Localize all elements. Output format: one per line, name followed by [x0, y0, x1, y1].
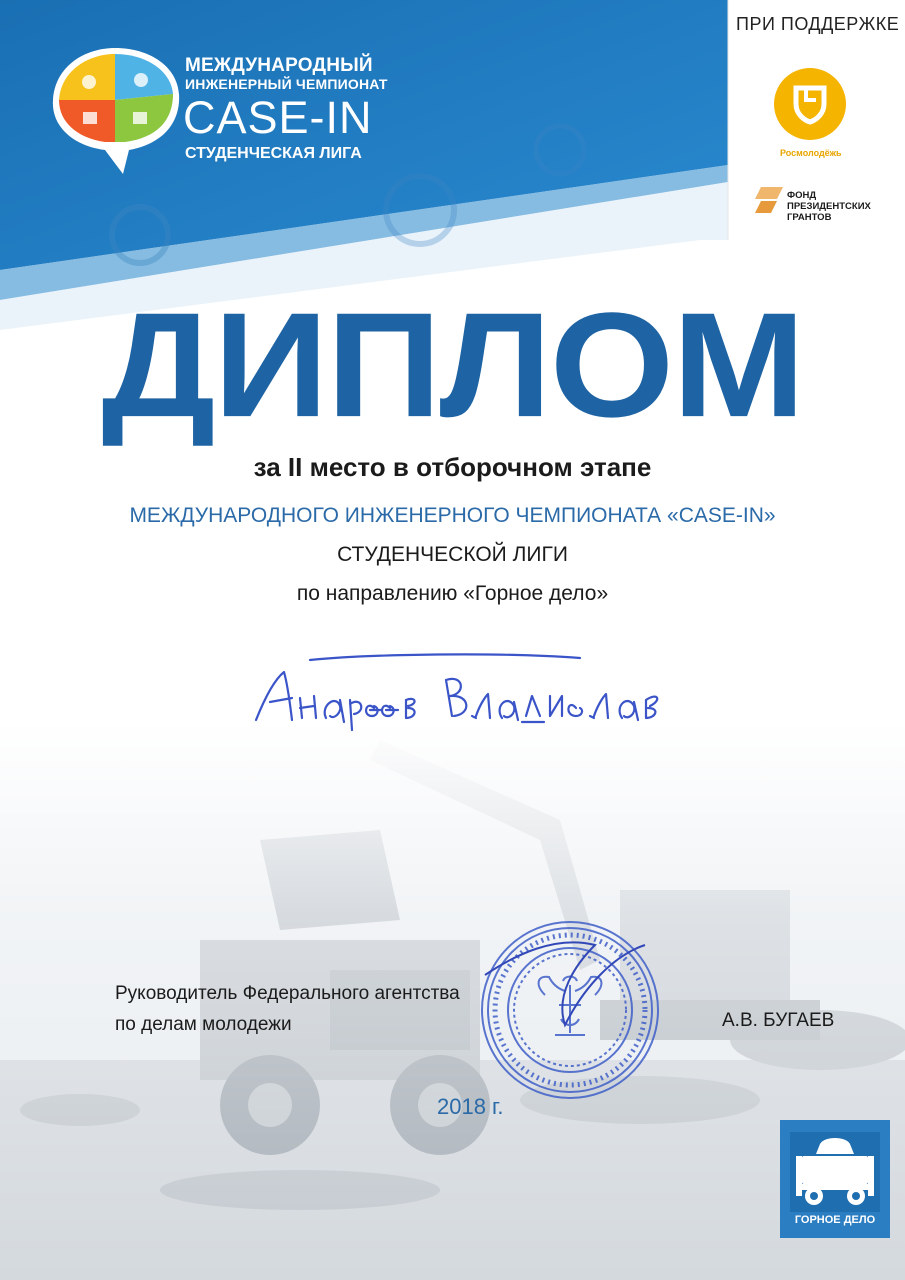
presidential-grants-label [787, 190, 887, 223]
direction-line: по направлению «Горное дело» [296, 582, 609, 605]
recipient-handwritten-name [250, 650, 670, 735]
diploma-title: ДИПЛОМ [101, 281, 804, 448]
league-line: СТУДЕНЧЕСКОЙ ЛИГИ [337, 543, 568, 566]
fund-line-3: ГРАНТОВ [787, 212, 832, 223]
signer-role-line-1: Руководитель Федерального агентства [115, 983, 460, 1004]
fund-line-1: ФОНД [787, 190, 817, 201]
logo-league: СТУДЕНЧЕСКАЯ ЛИГА [185, 145, 362, 162]
rosmolodezh-logo-icon [772, 66, 848, 142]
presidential-grants-logo-icon [755, 185, 785, 215]
logo-brand: CASE-IN [183, 92, 373, 143]
rosmolodezh-label: Росмолодёжь [780, 148, 842, 158]
signer-name: А.В. БУГАЕВ [722, 1010, 835, 1031]
logo-line-1: МЕЖДУНАРОДНЫЙ [185, 55, 373, 76]
logo-line-2: ИНЖЕНЕРНЫЙ ЧЕМПИОНАТ [185, 76, 388, 92]
official-stamp-icon [475, 915, 665, 1105]
signer-role-line-2: по делам молодежи [115, 1014, 292, 1035]
signer-role [115, 978, 460, 1040]
fund-line-2: ПРЕЗИДЕНТСКИХ [787, 201, 871, 212]
support-title: ПРИ ПОДДЕРЖКЕ [736, 14, 900, 34]
championship-line: МЕЖДУНАРОДНОГО ИНЖЕНЕРНОГО ЧЕМПИОНАТА «CASE-IN» [129, 504, 776, 527]
award-line: за II место в отборочном этапе [253, 452, 652, 482]
year-label: 2018 г. [437, 1094, 504, 1119]
case-in-brain-logo-icon [45, 38, 185, 178]
mining-badge-label: ГОРНОЕ ДЕЛО [794, 1214, 876, 1226]
